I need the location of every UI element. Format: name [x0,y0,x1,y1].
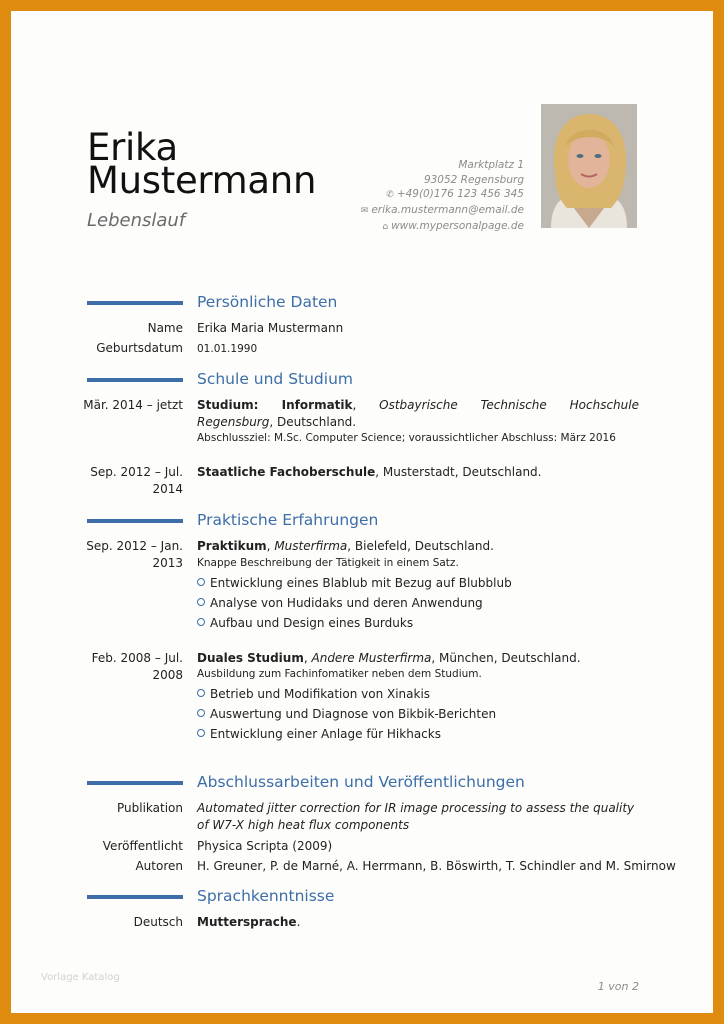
exp2-company: Andere Musterfirma [311,651,432,665]
phone-icon: ✆ [386,190,394,201]
bullet-circle-icon [197,729,205,737]
exp1-rest: , Bielefeld, Deutschland. [347,539,494,553]
edu1-date: Mär. 2014 – jetzt [83,398,183,412]
exp1-date-line2: 2013 [152,556,183,570]
exp2-date [92,650,183,684]
language-value [197,914,639,931]
bullet-circle-icon [197,709,205,717]
exp2-description: Duales Studium, Andere Musterfirma, München, Deutschland. [197,651,581,665]
exp2-note: Ausbildung zum Fachinfomatiker neben dem Studium. [197,668,482,680]
contact-block [361,158,524,235]
email-icon: ✉ [360,206,369,217]
person-name [87,126,317,202]
watermark-text: Vorlage Katalog [41,972,120,983]
bullet-text: Entwicklung eines Blablub mit Bezug auf Blubblub [210,576,512,590]
dob-value: 01.01.1990 [197,343,258,355]
exp1-date-line1: Sep. 2012 – Jan. [86,539,183,553]
section-bar [87,781,183,785]
edu1-description: Studium: Informatik, Ostbayrische Technische Hochschule Regensburg, Deutschland. [197,398,639,429]
email-link[interactable]: erika.mustermann@email.de [371,204,524,217]
bullet-text: Betrieb und Modifikation von Xinakis [210,687,431,701]
bullet-circle-icon [197,598,205,606]
email-row[interactable] [361,203,524,219]
exp2-date-line2: 2008 [152,668,183,682]
publication-value: Automated jitter correction for IR image processing to assess the quality of W7-X high heat flux components [197,801,635,832]
website-row[interactable] [361,219,524,235]
address-line1: Marktplatz 1 [458,159,524,171]
name-value: Erika Maria Mustermann [197,321,344,335]
first-name: Erika [87,126,178,169]
cv-page [11,11,713,1013]
bullet-text: Auswertung und Diagnose von Bikbik-Berichten [210,707,497,721]
bullet-circle-icon [197,618,205,626]
list-item [197,595,483,612]
phone-row [361,187,524,203]
edu2-date-line2: 2014 [152,482,183,496]
edu2-date [90,464,183,498]
section-bar [87,378,183,382]
website-link[interactable]: www.mypersonalpage.de [391,219,524,232]
portrait-photo [541,104,637,228]
venue-value: Physica Scripta (2009) [197,839,333,853]
language-suffix: . [296,915,301,929]
exp2-date-line1: Feb. 2008 – Jul. [91,651,183,665]
edu1-note: Abschlussziel: M.Sc. Computer Science; voraussichtlicher Abschluss: März 2016 [197,432,616,444]
exp1-heading: Praktikum [197,539,267,553]
list-item [197,686,430,703]
edu1-heading: Studium: Informatik [197,398,353,412]
section-bar [87,895,183,899]
section-title-education: Schule und Studium [197,370,353,388]
exp2-rest: , München, Deutschland. [431,651,581,665]
section-title-experience: Praktische Erfahrungen [197,511,379,529]
list-item [197,706,496,723]
address-line2: 93052 Regensburg [423,173,524,186]
phone-number: +49(0)176 123 456 345 [396,188,524,201]
list-item [197,615,413,632]
authors-value: H. Greuner, P. de Marné, A. Herrmann, B. Böswirth, T. Schindler and M. Smirnow [197,859,676,873]
edu1-rest: , Deutschland. [269,415,357,429]
section-bar [87,519,183,523]
dob-label: Geburtsdatum [96,341,183,355]
name-label: Name [147,321,183,335]
edu2-date-line1: Sep. 2012 – Jul. [90,465,183,479]
bullet-circle-icon [197,689,205,697]
section-title-theses: Abschlussarbeiten und Veröffentlichungen [197,773,525,791]
exp1-note: Knappe Beschreibung der Tätigkeit in einem Satz. [197,557,459,569]
edu1-place: Ostbayrische Technische Hochschule Regensburg [197,398,639,429]
bullet-text: Aufbau und Design eines Burduks [210,616,414,630]
exp2-heading: Duales Studium [197,651,304,665]
authors-label: Autoren [135,859,183,873]
last-name: Mustermann [87,159,317,202]
section-bar [87,301,183,305]
document-subtitle: Lebenslauf [87,210,186,231]
language-level: Muttersprache [197,915,297,929]
section-title-personal: Persönliche Daten [197,293,338,311]
exp1-company: Musterfirma [274,539,348,553]
bullet-text: Entwicklung einer Anlage für Hikhacks [210,727,441,741]
exp1-description: Praktikum, Musterfirma, Bielefeld, Deutschland. [197,539,494,553]
edu2-rest: , Musterstadt, Deutschland. [375,465,542,479]
publication-label: Publikation [117,801,183,815]
section-title-languages: Sprachkenntnisse [197,887,335,905]
edu2-heading: Staatliche Fachoberschule [197,465,376,479]
home-icon: ⌂ [382,221,389,232]
venue-label: Veröffentlicht [102,839,183,853]
language-label: Deutsch [133,915,183,929]
exp1-date [86,538,183,572]
list-item [197,575,512,592]
bullet-circle-icon [197,578,205,586]
page-number: 1 von 2 [597,980,639,993]
list-item [197,726,441,743]
bullet-text: Analyse von Hudidaks und deren Anwendung [210,596,483,610]
edu2-description [197,464,639,481]
